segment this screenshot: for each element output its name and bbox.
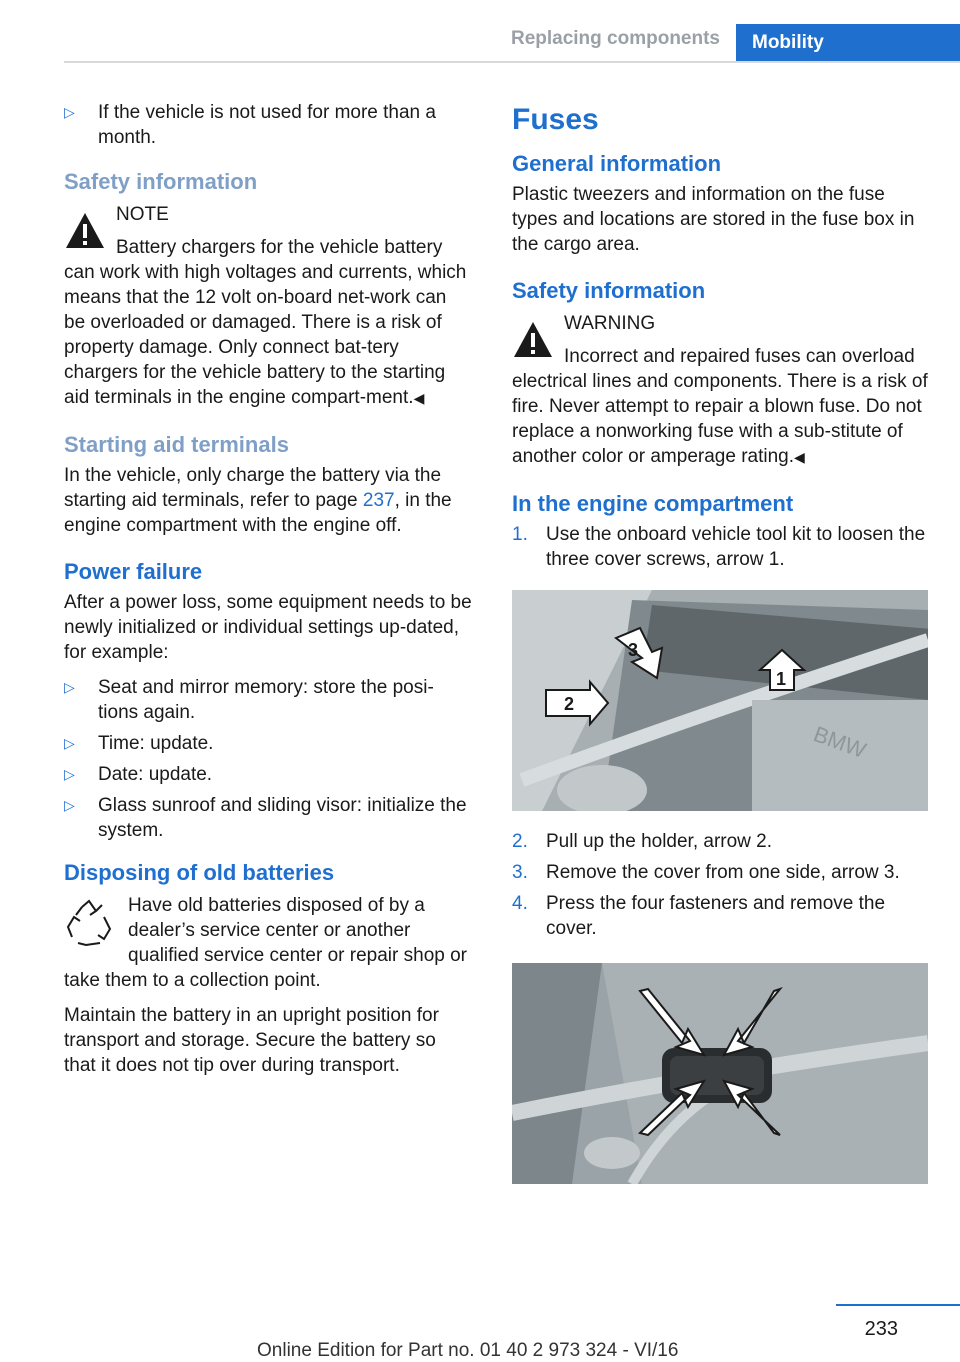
fuses-heading: Fuses [512, 103, 599, 136]
bullet-icon: ▷ [64, 797, 75, 813]
disposing-block [64, 893, 472, 993]
maintain-text: Maintain the battery in an upright position for transport and storage. Secure the battery so that it does not tip over during transport. [64, 1005, 439, 1076]
disposing-text: Have old batteries disposed of by a dealer’s service center or another qualified service center or repair shop or take them to a collection point. [64, 895, 468, 991]
step-item: 3. Remove the cover from one side, arrow 3. [512, 862, 900, 883]
warning-label: WARNING [564, 313, 656, 334]
power-failure-text: After a power loss, some equipment needs to be newly initialized or individual settings up-dated, for example: [64, 592, 472, 663]
bullet-icon: ▷ [64, 766, 75, 782]
left-column [64, 100, 472, 1078]
engine-photo-screws [512, 590, 928, 811]
footer-edition-text: Online Edition for Part no. 01 40 2 973 324 - VI/16 [257, 1340, 679, 1361]
list-item: ▷ Time: update. [64, 733, 214, 754]
note-block [64, 202, 472, 411]
general-info-heading: General information [512, 151, 722, 176]
step-number: 4. [512, 893, 528, 914]
steps-list-b [512, 829, 928, 941]
power-failure-list [64, 675, 472, 843]
footer-divider [836, 1304, 960, 1306]
engine-photo-fasteners [512, 963, 928, 1184]
bullet-icon: ▷ [64, 679, 75, 695]
header-chapter-tab: Mobility [736, 24, 960, 62]
step-number: 3. [512, 862, 528, 883]
list-item: ▷ Glass sunroof and sliding visor: initialize the system. [64, 795, 467, 841]
step-number: 2. [512, 831, 528, 852]
list-item: ▷ If the vehicle is not used for more than a month. [64, 102, 436, 148]
recycle-icon [64, 899, 114, 951]
end-mark-icon: ◀ [794, 449, 805, 465]
general-info-text: Plastic tweezers and information on the fuse types and locations are stored in the fuse box in the cargo area. [512, 184, 915, 255]
header-section-title: Replacing components [510, 28, 720, 49]
step-item: 2. Pull up the holder, arrow 2. [512, 831, 773, 852]
arrow-1-label: 1 [776, 669, 787, 689]
starting-aid-heading: Starting aid terminals [64, 432, 289, 457]
header-divider [64, 61, 960, 63]
step-number: 1. [512, 524, 528, 545]
right-column [512, 100, 928, 1202]
engine-compartment-heading: In the engine compartment [512, 491, 794, 516]
arrow-2-label: 2 [564, 694, 575, 714]
page-number: 233 [864, 1318, 898, 1340]
end-mark-icon: ◀ [413, 390, 425, 406]
steps-list-a [512, 522, 928, 572]
step-item: 4. Press the four fasteners and remove the cover. [512, 893, 886, 939]
safety-heading: Safety information [64, 169, 258, 194]
disposing-heading: Disposing of old batteries [64, 860, 335, 885]
page-link[interactable]: 237 [362, 490, 395, 511]
note-text: Battery chargers for the vehicle battery can work with high voltages and currents, which means that the 12 volt on-board net-work can be overloaded or damaged. There is a risk of property damage. Only connect bat-tery chargers for the vehicle battery to the starting aid terminals in the engine compart-ment.◀ [64, 237, 467, 408]
power-failure-heading: Power failure [64, 559, 203, 584]
step-item: 1. Use the onboard vehicle tool kit to loosen the three cover screws, arrow 1. [512, 524, 926, 570]
photo-logo: BMW [810, 721, 870, 764]
warning-block [512, 311, 928, 470]
starting-aid-text: In the vehicle, only charge the battery via the starting aid terminals, refer to page 237, in the engine compartment with the engine off. [64, 465, 452, 536]
bullet-icon: ▷ [64, 104, 75, 120]
arrow-3-label: 3 [628, 640, 639, 660]
warning-icon [512, 319, 554, 361]
list-item: ▷ Date: update. [64, 764, 213, 785]
warning-text: Incorrect and repaired fuses can overload electrical lines and components. There is a risk of fire. Never attempt to repair a blown fuse. Do not replace a nonworking fuse with a sub-stitute of another color or amperage rating.◀ [512, 346, 928, 467]
note-label: NOTE [116, 204, 169, 225]
safety-heading-right: Safety information [512, 278, 706, 303]
intro-list [64, 100, 472, 150]
bullet-icon: ▷ [64, 735, 75, 751]
list-item: ▷ Seat and mirror memory: store the posi-tions again. [64, 677, 434, 723]
warning-icon [64, 210, 106, 252]
